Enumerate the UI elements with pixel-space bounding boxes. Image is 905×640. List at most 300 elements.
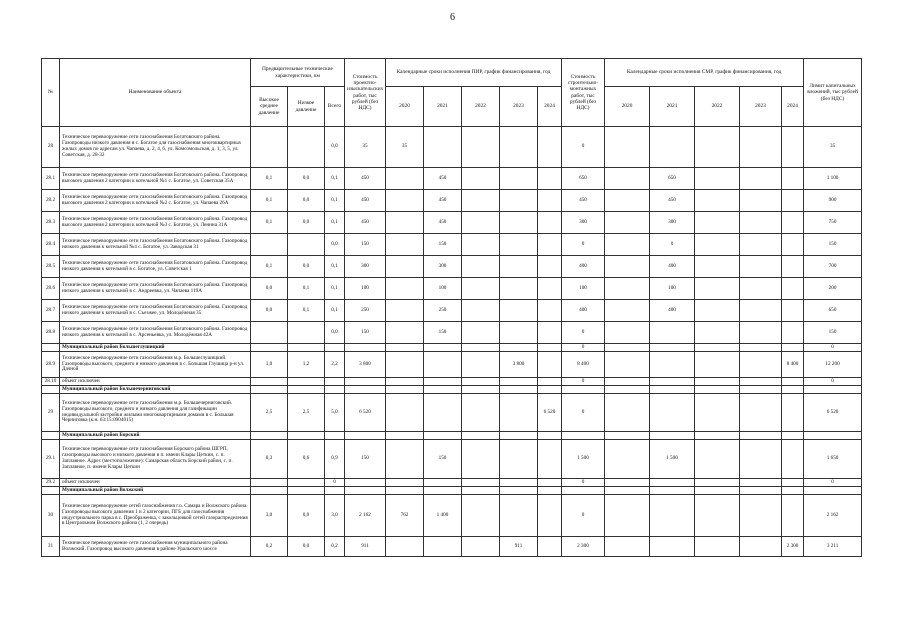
cell-tech-low xyxy=(288,127,325,168)
cell-limit: 35 xyxy=(804,127,862,168)
cell-no: 28.1 xyxy=(42,168,60,190)
cell-smr-2022 xyxy=(695,300,740,322)
cell-pir-2023 xyxy=(500,479,538,487)
cell-pir-2023 xyxy=(500,322,538,344)
cell-pir-2022 xyxy=(462,234,500,256)
cell-smr-2021: 650 xyxy=(650,168,695,190)
cell-smr-2024 xyxy=(782,322,804,344)
cell-name: Муниципальный район Большеглушицкий xyxy=(60,344,251,352)
cell-smr-2020 xyxy=(605,352,650,378)
cell-limit: 0 xyxy=(804,479,862,487)
header-pir-year: 2021 xyxy=(424,87,462,127)
cell-smr-2024 xyxy=(782,212,804,234)
cell-smr-2022 xyxy=(695,394,740,432)
cell-smr-2024 xyxy=(782,487,804,495)
cell-smr-2024 xyxy=(782,190,804,212)
cell-pir-2021: 100 xyxy=(424,278,462,300)
cell-smr-2022 xyxy=(695,256,740,278)
cell-tech-high xyxy=(251,432,288,440)
cell-pir-2024 xyxy=(538,278,562,300)
cell-smr-2021: 300 xyxy=(650,212,695,234)
cell-tech-total: 3,0 xyxy=(325,495,345,537)
cell-tech-high: 0,0 xyxy=(251,278,288,300)
cell-no: 29 xyxy=(42,394,60,432)
cell-pir-2022 xyxy=(462,386,500,394)
cell-pir-2020 xyxy=(386,234,424,256)
cell-name: Техническое перевооружение сетей газоснабжения г.о. Самара и Волжского района. Газопроводы высокого давления 1 и 2 категории, ПГБ для газоснабжения индустриального парка в с. Преображенка, с закольцовкой сетей газораспределения в Центральном Волжского района (1, 2 очередь) xyxy=(60,495,251,537)
cell-pir-2023 xyxy=(500,495,538,537)
cell-smr-2023 xyxy=(740,190,782,212)
cell-pir-2020 xyxy=(386,352,424,378)
cell-pir-2023: 911 xyxy=(500,537,538,557)
cell-pir-2024 xyxy=(538,352,562,378)
table-header xyxy=(42,59,862,127)
cell-tech-low: 0,0 xyxy=(288,190,325,212)
cell-smr-2022 xyxy=(695,386,740,394)
cell-tech-low: 0,0 xyxy=(288,168,325,190)
cell-pir-2024 xyxy=(538,300,562,322)
cell-tech-total xyxy=(325,487,345,495)
cell-smr-2023 xyxy=(740,212,782,234)
cell-smr-2020 xyxy=(605,300,650,322)
cell-smr-2021: 450 xyxy=(650,190,695,212)
cell-tech-low: 0,0 xyxy=(288,495,325,537)
cell-pir-2020 xyxy=(386,322,424,344)
cell-smr-2023 xyxy=(740,322,782,344)
cell-pir-2023 xyxy=(500,344,538,352)
header-smr-year: 2022 xyxy=(695,87,740,127)
cell-cost-smr: 400 xyxy=(562,256,605,278)
cell-tech-low xyxy=(288,344,325,352)
cell-smr-2023 xyxy=(740,487,782,495)
cell-pir-2020 xyxy=(386,168,424,190)
cell-pir-2023 xyxy=(500,127,538,168)
cell-smr-2021 xyxy=(650,479,695,487)
cell-smr-2020 xyxy=(605,256,650,278)
cell-pir-2023 xyxy=(500,432,538,440)
cell-cost-smr xyxy=(562,432,605,440)
cell-pir-2021 xyxy=(424,537,462,557)
header-smr-year: 2021 xyxy=(650,87,695,127)
cell-pir-2021 xyxy=(424,394,462,432)
cell-limit: 3 211 xyxy=(804,537,862,557)
cell-pir-2022 xyxy=(462,487,500,495)
cell-tech-low xyxy=(288,432,325,440)
cell-pir-2021 xyxy=(424,352,462,378)
cell-pir-2024 xyxy=(538,386,562,394)
cell-no: 28.6 xyxy=(42,278,60,300)
table-row xyxy=(42,168,862,190)
cell-pir-2022 xyxy=(462,537,500,557)
cell-pir-2020 xyxy=(386,537,424,557)
cell-smr-2022 xyxy=(695,212,740,234)
cell-name: объект исключен xyxy=(60,479,251,487)
cell-pir-2020 xyxy=(386,344,424,352)
cell-name: Муниципальный район Волжский xyxy=(60,487,251,495)
cell-limit: 12 200 xyxy=(804,352,862,378)
cell-name: Техническое перевооружение сети газоснабжения муниципального района Волжский. Газопровод высокого давления в районе Уральского шоссе xyxy=(60,537,251,557)
cell-smr-2024: 2 300 xyxy=(782,537,804,557)
cell-pir-2021: 1 400 xyxy=(424,495,462,537)
cell-pir-2023 xyxy=(500,234,538,256)
header-pir-year: 2023 xyxy=(500,87,538,127)
cell-smr-2022 xyxy=(695,322,740,344)
cell-tech-total: 0,2 xyxy=(325,537,345,557)
cell-smr-2020 xyxy=(605,190,650,212)
cell-name: Техническое перевооружение сети газоснабжения Богатовского района. Газопровод высокого давления 2 категории к котельной №1 с. Богатое, ул. Советская 35А xyxy=(60,168,251,190)
cell-cost-pir: 450 xyxy=(345,212,386,234)
cell-pir-2022 xyxy=(462,495,500,537)
table-row xyxy=(42,256,862,278)
cell-smr-2021: 100 xyxy=(650,278,695,300)
cell-no: 30 xyxy=(42,495,60,537)
cell-limit xyxy=(804,432,862,440)
cell-cost-pir: 2 162 xyxy=(345,495,386,537)
cell-pir-2021: 150 xyxy=(424,234,462,256)
header-smr-year: 2023 xyxy=(740,87,782,127)
cell-cost-pir: 3 800 xyxy=(345,352,386,378)
cell-tech-high xyxy=(251,234,288,256)
cell-pir-2022 xyxy=(462,344,500,352)
cell-pir-2024 xyxy=(538,256,562,278)
cell-cost-pir xyxy=(345,386,386,394)
table-row xyxy=(42,234,862,256)
table-row xyxy=(42,537,862,557)
cell-tech-high xyxy=(251,378,288,386)
cell-tech-total xyxy=(325,386,345,394)
cell-pir-2021: 450 xyxy=(424,190,462,212)
cell-no: 31 xyxy=(42,537,60,557)
cell-cost-smr: 0 xyxy=(562,322,605,344)
cell-tech-low: 0,0 xyxy=(288,256,325,278)
section-row xyxy=(42,344,862,352)
cell-no: 28.4 xyxy=(42,234,60,256)
header-pir-year: 2020 xyxy=(386,87,424,127)
cell-pir-2024 xyxy=(538,440,562,479)
cell-pir-2020: 762 xyxy=(386,495,424,537)
cell-smr-2022 xyxy=(695,190,740,212)
cell-pir-2023 xyxy=(500,386,538,394)
table-row xyxy=(42,127,862,168)
section-row xyxy=(42,386,862,394)
cell-tech-low: 0,1 xyxy=(288,278,325,300)
cell-smr-2022 xyxy=(695,440,740,479)
cell-cost-pir: 6 520 xyxy=(345,394,386,432)
cell-smr-2020 xyxy=(605,495,650,537)
cell-tech-total xyxy=(325,378,345,386)
cell-pir-2024 xyxy=(538,537,562,557)
cell-cost-smr xyxy=(562,386,605,394)
cell-smr-2022 xyxy=(695,495,740,537)
cell-smr-2021 xyxy=(650,487,695,495)
cell-tech-total: 0,0 xyxy=(325,322,345,344)
cell-no xyxy=(42,432,60,440)
table-row xyxy=(42,212,862,234)
cell-cost-smr: 0 xyxy=(562,234,605,256)
cell-cost-smr: 0 xyxy=(562,479,605,487)
cell-pir-2023 xyxy=(500,487,538,495)
cell-pir-2022 xyxy=(462,479,500,487)
cell-tech-high: 0,2 xyxy=(251,537,288,557)
cell-smr-2020 xyxy=(605,234,650,256)
cell-no: 29.1 xyxy=(42,440,60,479)
investment-table xyxy=(41,58,862,557)
cell-pir-2024 xyxy=(538,127,562,168)
cell-pir-2024 xyxy=(538,234,562,256)
cell-cost-pir xyxy=(345,344,386,352)
table-row xyxy=(42,300,862,322)
cell-name: Техническое перевооружение сети газоснабжения Богатовского района. Газопровод низкого давления к котельной в с. Андреевка, ул. Чапаева 119А xyxy=(60,278,251,300)
cell-pir-2022 xyxy=(462,432,500,440)
cell-pir-2020 xyxy=(386,212,424,234)
cell-pir-2024: 6 520 xyxy=(538,394,562,432)
cell-pir-2023 xyxy=(500,378,538,386)
cell-cost-pir: 150 xyxy=(345,322,386,344)
cell-no: 28.3 xyxy=(42,212,60,234)
cell-pir-2021 xyxy=(424,487,462,495)
cell-smr-2024 xyxy=(782,344,804,352)
table-row xyxy=(42,440,862,479)
cell-name: Техническое перевооружение сети газоснабжения Богатовского района. Газопровод низкого давления к котельной в с. Богатое, ул. Советская 1 xyxy=(60,256,251,278)
cell-pir-2024 xyxy=(538,168,562,190)
cell-smr-2023 xyxy=(740,432,782,440)
cell-smr-2020 xyxy=(605,432,650,440)
header-pir-group: Календарные сроки исполнения ПИР, график финансирования, год xyxy=(386,59,562,87)
cell-cost-smr: 400 xyxy=(562,300,605,322)
cell-tech-high xyxy=(251,344,288,352)
cell-pir-2020 xyxy=(386,487,424,495)
header-pir-year: 2022 xyxy=(462,87,500,127)
cell-smr-2022 xyxy=(695,344,740,352)
cell-smr-2020 xyxy=(605,378,650,386)
cell-smr-2024: 8 400 xyxy=(782,352,804,378)
cell-pir-2024 xyxy=(538,479,562,487)
header-smr-year: 2020 xyxy=(605,87,650,127)
cell-tech-total: 5,0 xyxy=(325,394,345,432)
cell-tech-high: 2,5 xyxy=(251,394,288,432)
cell-no: 28.5 xyxy=(42,256,60,278)
cell-limit: 900 xyxy=(804,190,862,212)
cell-tech-low: 0,1 xyxy=(288,300,325,322)
cell-name: Техническое перевооружение сети газоснабжения Богатовского района. Газопровод высокого давления 2 категории к котельной №3 с. Богатое, ул. Ленина 31А xyxy=(60,212,251,234)
cell-tech-high: 0,1 xyxy=(251,212,288,234)
cell-smr-2023 xyxy=(740,495,782,537)
cell-cost-pir: 450 xyxy=(345,168,386,190)
cell-pir-2022 xyxy=(462,352,500,378)
cell-smr-2021 xyxy=(650,378,695,386)
cell-no xyxy=(42,487,60,495)
cell-limit: 150 xyxy=(804,322,862,344)
table-row xyxy=(42,278,862,300)
cell-pir-2022 xyxy=(462,190,500,212)
cell-no: 28.10 xyxy=(42,378,60,386)
cell-smr-2020 xyxy=(605,537,650,557)
cell-pir-2020 xyxy=(386,378,424,386)
cell-smr-2020 xyxy=(605,278,650,300)
cell-smr-2023 xyxy=(740,278,782,300)
cell-tech-total: 0,1 xyxy=(325,278,345,300)
cell-pir-2023 xyxy=(500,440,538,479)
cell-pir-2021 xyxy=(424,378,462,386)
cell-tech-total xyxy=(325,432,345,440)
cell-pir-2020 xyxy=(386,278,424,300)
cell-tech-low xyxy=(288,322,325,344)
cell-limit: 200 xyxy=(804,278,862,300)
cell-pir-2022 xyxy=(462,394,500,432)
cell-cost-smr: 2 300 xyxy=(562,537,605,557)
cell-tech-total xyxy=(325,344,345,352)
cell-pir-2023 xyxy=(500,256,538,278)
cell-tech-total: 2,2 xyxy=(325,352,345,378)
cell-no: 28.9 xyxy=(42,352,60,378)
cell-cost-smr: 0 xyxy=(562,394,605,432)
cell-smr-2024 xyxy=(782,234,804,256)
cell-smr-2024 xyxy=(782,168,804,190)
cell-smr-2022 xyxy=(695,278,740,300)
cell-tech-high: 0,0 xyxy=(251,300,288,322)
cell-pir-2021: 450 xyxy=(424,212,462,234)
cell-cost-pir xyxy=(345,487,386,495)
cell-name: Техническое перевооружение сети газоснабжения м.р. Большечерниговский. Газопроводы высокого, среднего и низкого давления для газификации индивидуальной застройки жилыми многоквартирными домами в с. Большая Черниговка (к.н. 63:15:0904015) xyxy=(60,394,251,432)
cell-smr-2021 xyxy=(650,352,695,378)
cell-cost-smr xyxy=(562,487,605,495)
cell-limit: 750 xyxy=(804,212,862,234)
cell-smr-2024 xyxy=(782,256,804,278)
table-row xyxy=(42,495,862,537)
cell-smr-2024 xyxy=(782,432,804,440)
cell-smr-2023 xyxy=(740,344,782,352)
cell-pir-2020: 35 xyxy=(386,127,424,168)
cell-smr-2020 xyxy=(605,344,650,352)
cell-pir-2020 xyxy=(386,386,424,394)
cell-tech-low: 0,6 xyxy=(288,440,325,479)
cell-pir-2022 xyxy=(462,300,500,322)
cell-limit: 150 xyxy=(804,234,862,256)
cell-tech-low: 1,2 xyxy=(288,352,325,378)
cell-pir-2022 xyxy=(462,378,500,386)
cell-tech-low xyxy=(288,386,325,394)
header-limit: Лимит капитальных вложений, тыс рублей (без НДС) xyxy=(804,59,862,127)
cell-pir-2024 xyxy=(538,344,562,352)
cell-pir-2020 xyxy=(386,432,424,440)
cell-name: Муниципальный район Большечерниговский xyxy=(60,386,251,394)
cell-pir-2020 xyxy=(386,479,424,487)
cell-smr-2021 xyxy=(650,344,695,352)
page-number: 6 xyxy=(450,12,455,23)
cell-smr-2023 xyxy=(740,537,782,557)
cell-name: Техническое перевооружение сети газоснабжения Борского района ШГРП, газопроводы высокого и низкого давления в п. имени Клары Цеткин, с. п. Заплавное. Адрес (местоположение): Самарская область Борский район, с. п. Заплавное, п. имени Клары Цеткин xyxy=(60,440,251,479)
cell-limit xyxy=(804,487,862,495)
cell-tech-high: 1,0 xyxy=(251,352,288,378)
cell-smr-2020 xyxy=(605,127,650,168)
cell-smr-2023 xyxy=(740,440,782,479)
cell-limit: 650 xyxy=(804,300,862,322)
cell-limit: 700 xyxy=(804,256,862,278)
cell-pir-2022 xyxy=(462,168,500,190)
cell-tech-total: 0,1 xyxy=(325,300,345,322)
cell-smr-2024 xyxy=(782,278,804,300)
cell-tech-high: 0,1 xyxy=(251,168,288,190)
cell-smr-2020 xyxy=(605,386,650,394)
cell-limit: 1 650 xyxy=(804,440,862,479)
table-row xyxy=(42,190,862,212)
header-pir-year: 2024 xyxy=(538,87,562,127)
cell-smr-2023 xyxy=(740,378,782,386)
cell-tech-total: 0,0 xyxy=(325,127,345,168)
cell-smr-2022 xyxy=(695,487,740,495)
cell-cost-smr: 0 xyxy=(562,344,605,352)
cell-smr-2024 xyxy=(782,127,804,168)
cell-pir-2022 xyxy=(462,322,500,344)
cell-tech-high: 0,1 xyxy=(251,190,288,212)
cell-tech-high: 0,3 xyxy=(251,440,288,479)
cell-pir-2021 xyxy=(424,344,462,352)
cell-cost-pir xyxy=(345,378,386,386)
cell-pir-2022 xyxy=(462,278,500,300)
cell-cost-smr: 1 500 xyxy=(562,440,605,479)
header-smr-year: 2024 xyxy=(782,87,804,127)
cell-tech-high xyxy=(251,479,288,487)
cell-smr-2024 xyxy=(782,378,804,386)
cell-pir-2021 xyxy=(424,479,462,487)
cell-cost-smr: 650 xyxy=(562,168,605,190)
section-row xyxy=(42,432,862,440)
cell-tech-low: 0,0 xyxy=(288,212,325,234)
cell-smr-2021: 0 xyxy=(650,234,695,256)
cell-cost-pir: 300 xyxy=(345,256,386,278)
table-row xyxy=(42,378,862,386)
cell-pir-2023 xyxy=(500,300,538,322)
cell-smr-2020 xyxy=(605,322,650,344)
cell-smr-2024 xyxy=(782,300,804,322)
cell-name: Техническое перевооружение сети газоснабжения Богатовского района. Газопроводы низкого давления в с. Богатое для газоснабжения многоквартирных жилых домов по адресам ул. Чапаева, д. 2, 4, 6, ул. Комсомольская, д. 1, 3, 5, ул. Советская, д. 28-32 xyxy=(60,127,251,168)
cell-cost-pir: 911 xyxy=(345,537,386,557)
cell-tech-high xyxy=(251,487,288,495)
cell-pir-2023 xyxy=(500,212,538,234)
cell-smr-2022 xyxy=(695,537,740,557)
cell-tech-low xyxy=(288,234,325,256)
cell-smr-2024 xyxy=(782,440,804,479)
cell-cost-smr: 8 400 xyxy=(562,352,605,378)
cell-tech-high xyxy=(251,386,288,394)
cell-pir-2024 xyxy=(538,432,562,440)
cell-cost-pir: 150 xyxy=(345,234,386,256)
cell-limit xyxy=(804,386,862,394)
cell-smr-2020 xyxy=(605,487,650,495)
cell-cost-smr: 450 xyxy=(562,190,605,212)
cell-tech-total: 0 xyxy=(325,479,345,487)
section-row xyxy=(42,487,862,495)
cell-pir-2020 xyxy=(386,394,424,432)
cell-name: Техническое перевооружение сети газоснабжения Богатовского района. Газопровод низкого давления к котельной №4 с. Богатое, ул. Заводская 31 xyxy=(60,234,251,256)
cell-tech-high: 0,1 xyxy=(251,256,288,278)
cell-smr-2024 xyxy=(782,495,804,537)
header-tech-low: Низкое давление xyxy=(288,87,325,127)
cell-smr-2023 xyxy=(740,394,782,432)
header-tech-high: Высокое среднее давление xyxy=(251,87,288,127)
cell-pir-2021 xyxy=(424,386,462,394)
cell-tech-total: 0,1 xyxy=(325,256,345,278)
cell-smr-2021 xyxy=(650,432,695,440)
cell-smr-2023 xyxy=(740,352,782,378)
cell-no: 28.2 xyxy=(42,190,60,212)
cell-limit: 1 100 xyxy=(804,168,862,190)
cell-pir-2024 xyxy=(538,190,562,212)
cell-pir-2022 xyxy=(462,127,500,168)
cell-smr-2022 xyxy=(695,127,740,168)
cell-smr-2020 xyxy=(605,212,650,234)
cell-cost-smr: 0 xyxy=(562,495,605,537)
